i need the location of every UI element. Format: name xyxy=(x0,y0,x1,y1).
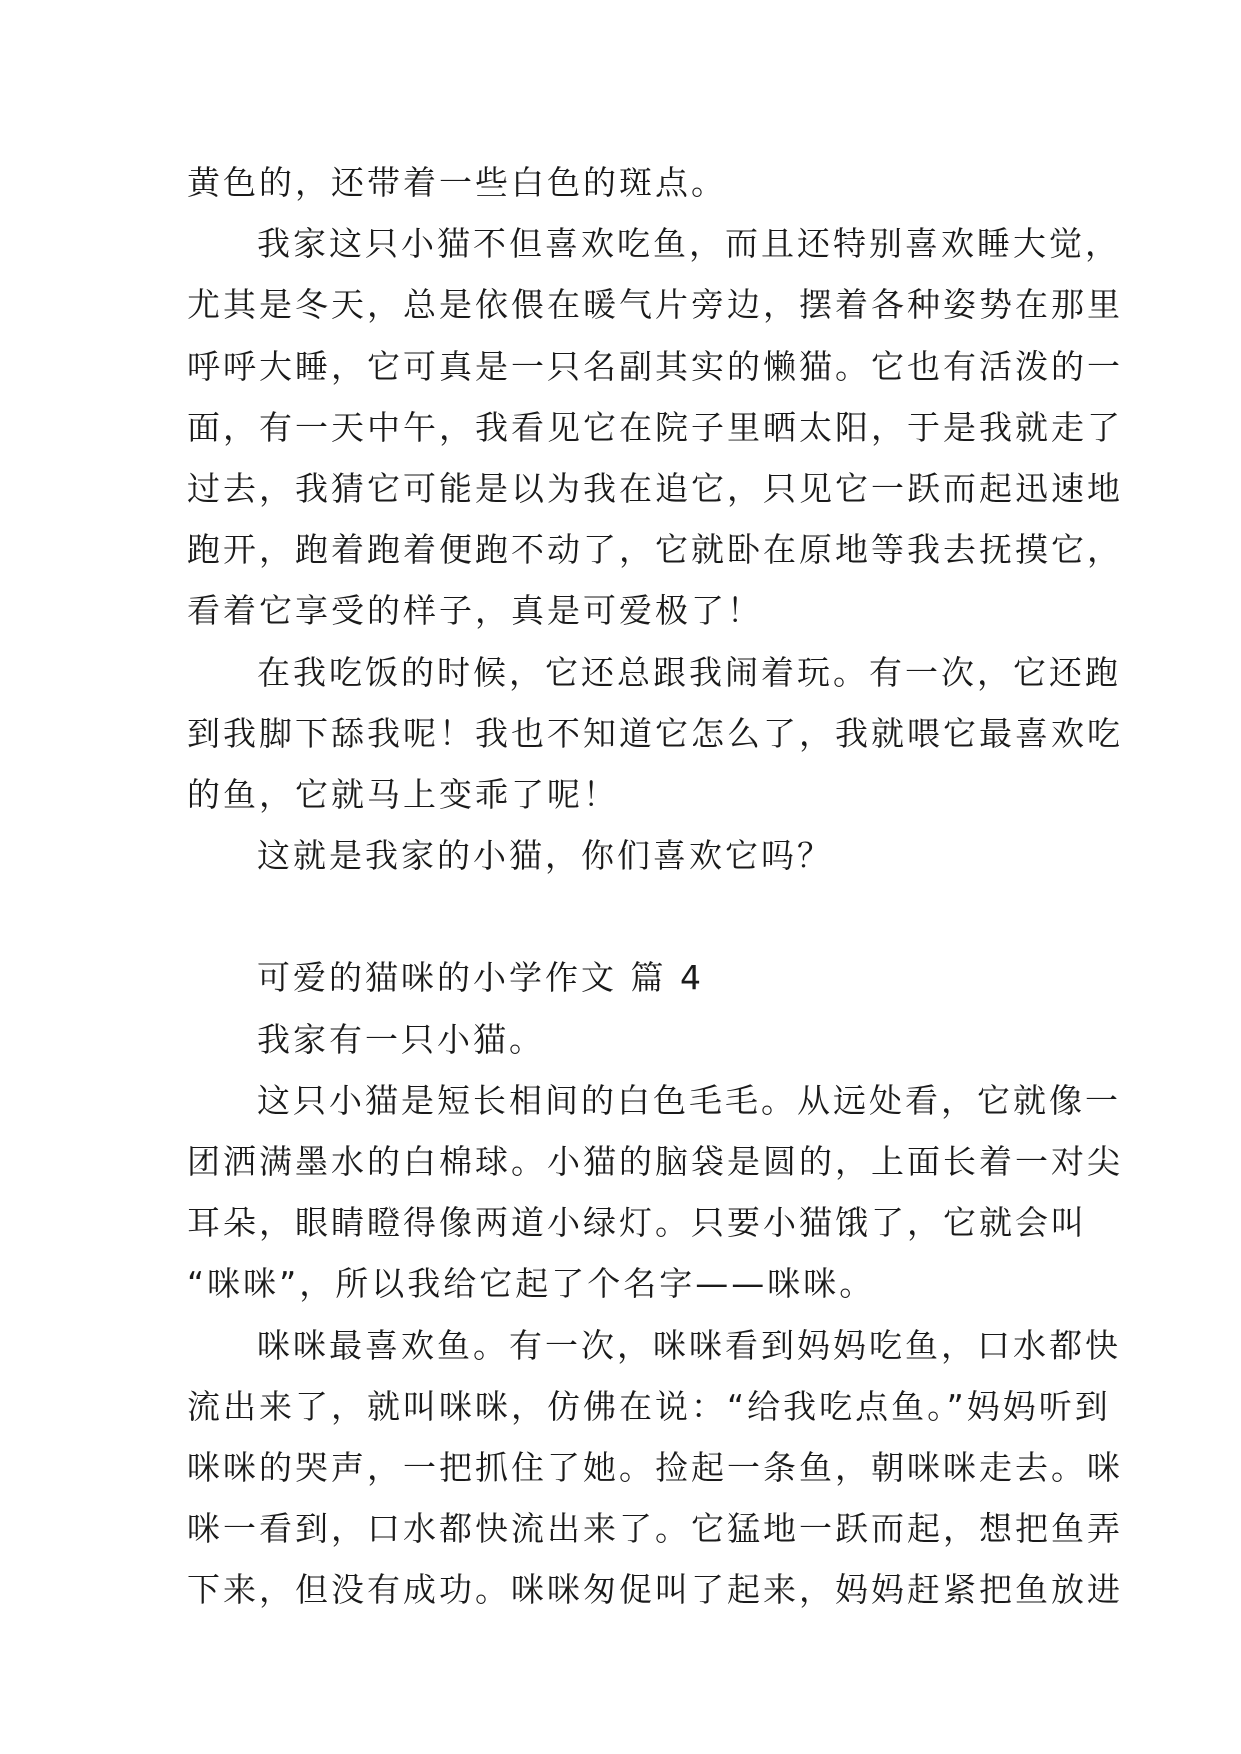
text-line: 面，有一天中午，我看见它在院子里晒太阳，于是我就走了 xyxy=(187,407,1123,447)
text-line: 呼呼大睡，它可真是一只名副其实的懒猫。它也有活泼的一 xyxy=(187,346,1123,386)
text-line: 的鱼，它就马上变乖了呢！ xyxy=(187,774,619,814)
paragraph-start-line: 我家这只小猫不但喜欢吃鱼，而且还特别喜欢睡大觉， xyxy=(257,224,1121,264)
text-line: 过去，我猜它可能是以为我在追它，只见它一跃而起迅速地 xyxy=(187,468,1123,508)
text-line: 耳朵，眼睛瞪得像两道小绿灯。只要小猫饿了，它就会叫 xyxy=(187,1203,1087,1243)
text-line: 流出来了，就叫咪咪，仿佛在说：“给我吃点鱼。”妈妈听到 xyxy=(187,1386,1111,1426)
text-line: 尤其是冬天，总是依偎在暖气片旁边，摆着各种姿势在那里 xyxy=(187,285,1123,325)
text-line: 到我脚下舔我呢！我也不知道它怎么了，我就喂它最喜欢吃 xyxy=(187,713,1123,753)
text-line: 黄色的，还带着一些白色的斑点。 xyxy=(187,163,727,202)
paragraph-start-line: 可爱的猫咪的小学作文 篇 4 xyxy=(257,958,704,998)
text-line: 下来，但没有成功。咪咪匆促叫了起来，妈妈赶紧把鱼放进 xyxy=(187,1570,1123,1610)
paragraph-start-line: 咪咪最喜欢鱼。有一次，咪咪看到妈妈吃鱼，口水都快 xyxy=(257,1325,1121,1365)
blank-line xyxy=(187,886,1067,947)
paragraph-start-line: 这就是我家的小猫，你们喜欢它吗？ xyxy=(257,836,833,876)
paragraph-start-line: 在我吃饭的时候，它还总跟我闹着玩。有一次，它还跑 xyxy=(257,652,1121,692)
text-line: 看着它享受的样子，真是可爱极了！ xyxy=(187,591,763,631)
text-line: 咪一看到，口水都快流出来了。它猛地一跃而起，想把鱼弄 xyxy=(187,1509,1123,1549)
text-line: 咪咪的哭声，一把抓住了她。捡起一条鱼，朝咪咪走去。咪 xyxy=(187,1447,1123,1487)
paragraph-start-line: 这只小猫是短长相间的白色毛毛。从远处看，它就像一 xyxy=(257,1080,1121,1120)
text-line: 团洒满墨水的白棉球。小猫的脑袋是圆的，上面长着一对尖 xyxy=(187,1142,1123,1181)
paragraph-start-line: 我家有一只小猫。 xyxy=(257,1019,545,1059)
text-line: “咪咪”，所以我给它起了个名字——咪咪。 xyxy=(187,1264,876,1304)
text-line: 跑开，跑着跑着便跑不动了，它就卧在原地等我去抚摸它， xyxy=(187,530,1123,570)
document-body xyxy=(187,152,1123,1621)
